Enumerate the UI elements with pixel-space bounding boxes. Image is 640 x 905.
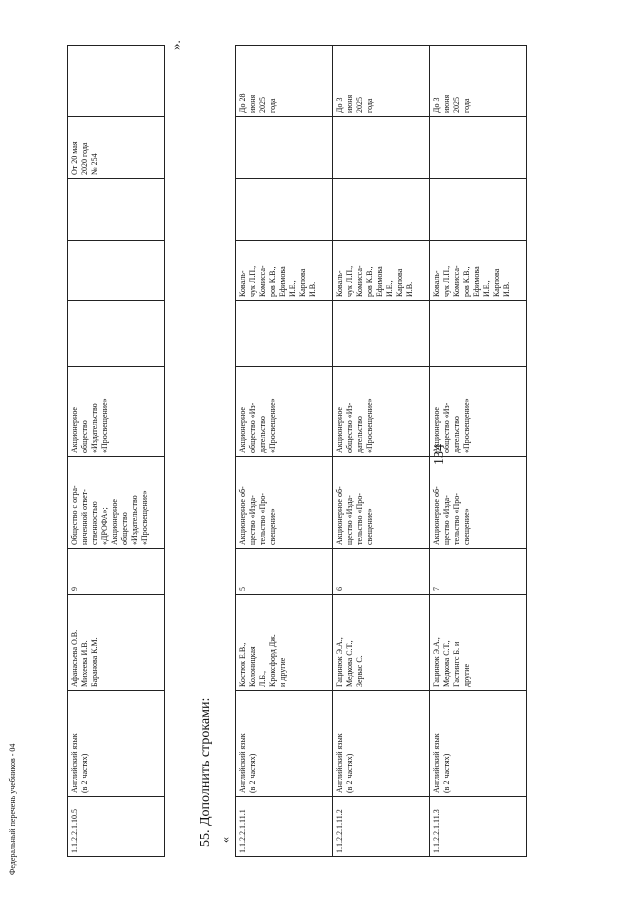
table-cell [333,301,430,367]
table-cell: Гацинюк Э.А., Медкова С.Т., Гастингс Б. и другие [430,595,527,691]
table-cell: Акционерное общество «Из- дательство «Просвещение» [236,367,333,457]
table-row [68,46,165,857]
table-cell [68,179,165,241]
table-cell: Акционерное об- щество «Изда- тельство «Про- свещение» [333,457,430,549]
table-cell: Афанасьева О.В. Михеева И.В. Баранова К.М. [68,595,165,691]
table-cell: Коваль- чук Л.П., Комисса- ров К.В., Ефимова И.Е., Карпова И.В. [430,241,527,301]
table-cell: Коваль- чук Л.П., Комисса- ров К.В., Ефимова И.Е., Карпова И.В. [333,241,430,301]
table-cell: 1.1.2.2.1.11.2 [333,797,430,857]
table-cell [68,301,165,367]
table-cell: Английский язык (в 2 частях) [333,691,430,797]
page-footer: Федеральный перечень учебников - 04 [8,743,17,875]
table-cell: Акционерное об- щество «Изда- тельство «Про- свещение» [430,457,527,549]
table-cell: До 3 июня 2025 года [430,46,527,117]
table-cell: Общество с огра- ниченной ответ- ственностью «ДРОФА»; Акционерное общество «Издательство «Просвещение» [68,457,165,549]
table-cell: Гацинюк Э.А., Медкова С.Т., Зервас С. [333,595,430,691]
table-cell [68,46,165,117]
opening-quote: « [218,837,232,843]
table-cell [68,241,165,301]
table-cell: Английский язык (в 2 частях) [430,691,527,797]
table-cell: Акционерное об- щество «Изда- тельство «Про- свещение» [236,457,333,549]
table-cell [236,301,333,367]
table-cell: 6 [333,549,430,595]
table-cell: До 3 июня 2025 года [333,46,430,117]
table-cell: Английский язык (в 2 частях) [236,691,333,797]
table-cell: 9 [68,549,165,595]
table-cell: 5 [236,549,333,595]
table-cell: 1.1.2.2.1.11.1 [236,797,333,857]
page-number: 134 [432,444,447,465]
table-cell [333,179,430,241]
closing-quote: ». [168,40,183,50]
table-cell [430,117,527,179]
section-heading: 55. Дополнить строками: [198,697,213,847]
table-cell: Коваль- чук Л.П., Комисса- ров К.В., Ефимова И.Е., Карпова И.В. [236,241,333,301]
table-cell: Английский язык (в 2 частях) [68,691,165,797]
table-cell [333,117,430,179]
table-row [333,46,430,857]
textbook-table-existing [67,45,165,857]
table-cell [430,301,527,367]
table-cell: Акционерное общество «Из- дательство «Просвещение» [430,367,527,457]
table-cell: 7 [430,549,527,595]
table-row [430,46,527,857]
textbook-table-added [235,45,527,857]
table-cell: Акционерное общество «Из- дательство «Просвещение» [333,367,430,457]
table-cell [236,117,333,179]
table-cell: Акционерное общество «Издательство «Просвещение» [68,367,165,457]
table-row [236,46,333,857]
table-cell: 1.1.2.2.1.11.3 [430,797,527,857]
table-cell [430,179,527,241]
table-cell: 1.1.2.2.1.10.5 [68,797,165,857]
table-cell: До 28 июня 2025 года [236,46,333,117]
table-cell [236,179,333,241]
table-cell: Костюк Е.В., Колоницкая Л.Б., Кроксфорд Дж. и другие [236,595,333,691]
table-cell: От 20 мая 2020 года № 254 [68,117,165,179]
